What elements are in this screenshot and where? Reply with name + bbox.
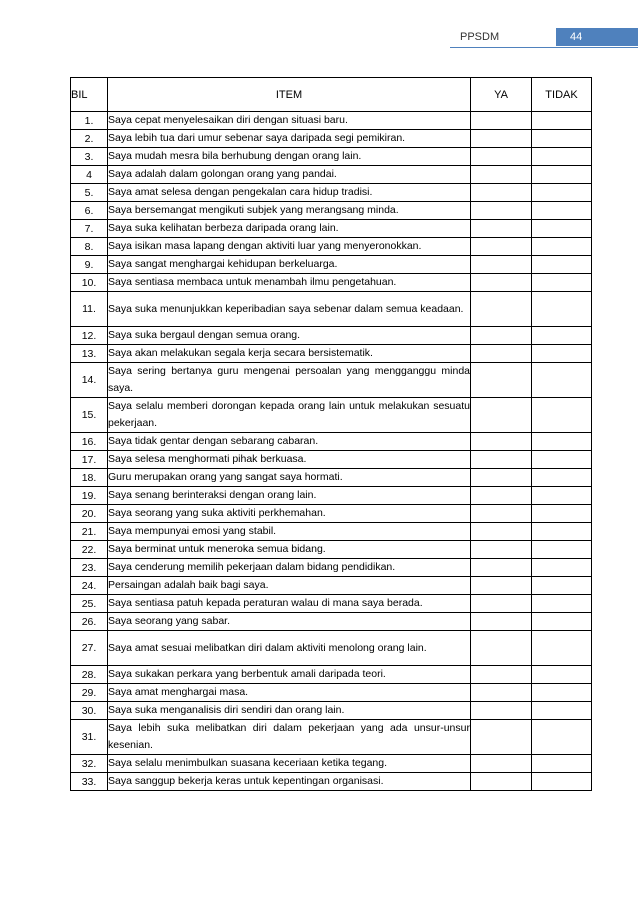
tidak-answer-cell[interactable] <box>532 613 592 631</box>
ya-answer-cell[interactable] <box>471 451 532 469</box>
tidak-answer-cell[interactable] <box>532 398 592 433</box>
ya-answer-cell[interactable] <box>471 184 532 202</box>
tidak-answer-cell[interactable] <box>532 220 592 238</box>
ya-answer-cell[interactable] <box>471 559 532 577</box>
row-number: 15. <box>71 398 108 433</box>
tidak-answer-cell[interactable] <box>532 274 592 292</box>
ya-answer-cell[interactable] <box>471 202 532 220</box>
ya-answer-cell[interactable] <box>471 487 532 505</box>
table-row <box>71 755 592 773</box>
row-item-text: Saya mempunyai emosi yang stabil. <box>108 523 471 541</box>
tidak-answer-cell[interactable] <box>532 577 592 595</box>
table-row <box>71 613 592 631</box>
ya-answer-cell[interactable] <box>471 327 532 345</box>
ya-answer-cell[interactable] <box>471 130 532 148</box>
tidak-answer-cell[interactable] <box>532 184 592 202</box>
row-item-text: Saya selalu memberi dorongan kepada orang lain untuk melakukan sesuatu pekerjaan. <box>108 398 471 433</box>
row-item-text: Saya adalah dalam golongan orang yang pandai. <box>108 166 471 184</box>
table-row <box>71 577 592 595</box>
tidak-answer-cell[interactable] <box>532 755 592 773</box>
table-row <box>71 451 592 469</box>
table-row <box>71 220 592 238</box>
tidak-answer-cell[interactable] <box>532 684 592 702</box>
row-item-text: Saya amat sesuai melibatkan diri dalam aktiviti menolong orang lain. <box>108 631 471 666</box>
row-number: 18. <box>71 469 108 487</box>
row-number: 22. <box>71 541 108 559</box>
row-number: 11. <box>71 292 108 327</box>
tidak-answer-cell[interactable] <box>532 292 592 327</box>
row-number: 17. <box>71 451 108 469</box>
row-number: 28. <box>71 666 108 684</box>
ya-answer-cell[interactable] <box>471 773 532 791</box>
tidak-answer-cell[interactable] <box>532 166 592 184</box>
table-row <box>71 523 592 541</box>
ya-answer-cell[interactable] <box>471 505 532 523</box>
row-number: 33. <box>71 773 108 791</box>
page-header <box>0 28 638 48</box>
tidak-answer-cell[interactable] <box>532 130 592 148</box>
tidak-answer-cell[interactable] <box>532 469 592 487</box>
header-title: PPSDM <box>460 31 500 43</box>
table-row <box>71 684 592 702</box>
table-row <box>71 274 592 292</box>
tidak-answer-cell[interactable] <box>532 256 592 274</box>
ya-answer-cell[interactable] <box>471 595 532 613</box>
ya-answer-cell[interactable] <box>471 702 532 720</box>
table-row <box>71 595 592 613</box>
row-item-text: Saya mudah mesra bila berhubung dengan orang lain. <box>108 148 471 166</box>
row-number: 5. <box>71 184 108 202</box>
ya-answer-cell[interactable] <box>471 755 532 773</box>
row-item-text: Saya sanggup bekerja keras untuk kepentingan organisasi. <box>108 773 471 791</box>
row-number: 24. <box>71 577 108 595</box>
tidak-answer-cell[interactable] <box>532 505 592 523</box>
questionnaire-table <box>70 77 592 791</box>
table-row <box>71 541 592 559</box>
row-item-text: Saya sukakan perkara yang berbentuk amali daripada teori. <box>108 666 471 684</box>
table-row <box>71 202 592 220</box>
tidak-answer-cell[interactable] <box>532 487 592 505</box>
ya-answer-cell[interactable] <box>471 112 532 130</box>
table-row <box>71 487 592 505</box>
row-item-text: Saya sentiasa membaca untuk menambah ilmu pengetahuan. <box>108 274 471 292</box>
row-item-text: Guru merupakan orang yang sangat saya hormati. <box>108 469 471 487</box>
ya-answer-cell[interactable] <box>471 398 532 433</box>
ya-answer-cell[interactable] <box>471 256 532 274</box>
tidak-answer-cell[interactable] <box>532 595 592 613</box>
row-item-text: Saya tidak gentar dengan sebarang cabaran. <box>108 433 471 451</box>
row-item-text: Saya amat menghargai masa. <box>108 684 471 702</box>
ya-answer-cell[interactable] <box>471 577 532 595</box>
table-row <box>71 327 592 345</box>
row-number: 25. <box>71 595 108 613</box>
row-item-text: Saya cepat menyelesaikan diri dengan situasi baru. <box>108 112 471 130</box>
row-item-text: Saya seorang yang suka aktiviti perkhemahan. <box>108 505 471 523</box>
table-row <box>71 398 592 433</box>
table-header-row <box>71 78 592 112</box>
table-row <box>71 166 592 184</box>
tidak-answer-cell[interactable] <box>532 523 592 541</box>
column-header-ya: YA <box>471 78 532 112</box>
table-body <box>71 112 592 791</box>
ya-answer-cell[interactable] <box>471 684 532 702</box>
tidak-answer-cell[interactable] <box>532 773 592 791</box>
ya-answer-cell[interactable] <box>471 523 532 541</box>
table-row <box>71 112 592 130</box>
ya-answer-cell[interactable] <box>471 148 532 166</box>
tidak-answer-cell[interactable] <box>532 451 592 469</box>
column-header-item: ITEM <box>108 78 471 112</box>
row-number: 2. <box>71 130 108 148</box>
tidak-answer-cell[interactable] <box>532 541 592 559</box>
row-number: 31. <box>71 720 108 755</box>
row-item-text: Saya lebih tua dari umur sebenar saya daripada segi pemikiran. <box>108 130 471 148</box>
ya-answer-cell[interactable] <box>471 433 532 451</box>
tidak-answer-cell[interactable] <box>532 559 592 577</box>
table-row <box>71 130 592 148</box>
table-row <box>71 666 592 684</box>
row-item-text: Saya suka menunjukkan keperibadian saya sebenar dalam semua keadaan. <box>108 292 471 327</box>
table-row <box>71 702 592 720</box>
table-row <box>71 363 592 398</box>
row-number: 7. <box>71 220 108 238</box>
row-item-text: Saya selalu menimbulkan suasana keceriaan ketika tegang. <box>108 755 471 773</box>
table-row <box>71 238 592 256</box>
row-number: 12. <box>71 327 108 345</box>
table-row <box>71 720 592 755</box>
ya-answer-cell[interactable] <box>471 363 532 398</box>
tidak-answer-cell[interactable] <box>532 148 592 166</box>
row-item-text: Saya sering bertanya guru mengenai persoalan yang mengganggu minda saya. <box>108 363 471 398</box>
row-item-text: Persaingan adalah baik bagi saya. <box>108 577 471 595</box>
tidak-answer-cell[interactable] <box>532 202 592 220</box>
tidak-answer-cell[interactable] <box>532 433 592 451</box>
ya-answer-cell[interactable] <box>471 613 532 631</box>
row-item-text: Saya akan melakukan segala kerja secara bersistematik. <box>108 345 471 363</box>
row-item-text: Saya amat selesa dengan pengekalan cara hidup tradisi. <box>108 184 471 202</box>
row-number: 23. <box>71 559 108 577</box>
header-divider <box>450 47 638 48</box>
tidak-answer-cell[interactable] <box>532 631 592 666</box>
tidak-answer-cell[interactable] <box>532 112 592 130</box>
row-number: 3. <box>71 148 108 166</box>
ya-answer-cell[interactable] <box>471 541 532 559</box>
table-row <box>71 505 592 523</box>
ya-answer-cell[interactable] <box>471 274 532 292</box>
row-number: 27. <box>71 631 108 666</box>
table-row <box>71 256 592 274</box>
row-number: 20. <box>71 505 108 523</box>
tidak-answer-cell[interactable] <box>532 363 592 398</box>
row-number: 30. <box>71 702 108 720</box>
row-number: 1. <box>71 112 108 130</box>
row-item-text: Saya senang berinteraksi dengan orang lain. <box>108 487 471 505</box>
table-row <box>71 433 592 451</box>
tidak-answer-cell[interactable] <box>532 345 592 363</box>
row-item-text: Saya bersemangat mengikuti subjek yang merangsang minda. <box>108 202 471 220</box>
row-item-text: Saya selesa menghormati pihak berkuasa. <box>108 451 471 469</box>
ya-answer-cell[interactable] <box>471 631 532 666</box>
row-item-text: Saya berminat untuk meneroka semua bidang. <box>108 541 471 559</box>
ya-answer-cell[interactable] <box>471 292 532 327</box>
ya-answer-cell[interactable] <box>471 720 532 755</box>
row-item-text: Saya seorang yang sabar. <box>108 613 471 631</box>
row-number: 26. <box>71 613 108 631</box>
row-number: 13. <box>71 345 108 363</box>
row-number: 32. <box>71 755 108 773</box>
tidak-answer-cell[interactable] <box>532 238 592 256</box>
table-row <box>71 559 592 577</box>
table-row <box>71 148 592 166</box>
column-header-bil: BIL <box>71 78 108 112</box>
row-number: 29. <box>71 684 108 702</box>
table-row <box>71 469 592 487</box>
tidak-answer-cell[interactable] <box>532 720 592 755</box>
table-row <box>71 345 592 363</box>
row-number: 8. <box>71 238 108 256</box>
tidak-answer-cell[interactable] <box>532 702 592 720</box>
row-item-text: Saya isikan masa lapang dengan aktiviti luar yang menyeronokkan. <box>108 238 471 256</box>
table-row <box>71 184 592 202</box>
row-number: 19. <box>71 487 108 505</box>
row-number: 16. <box>71 433 108 451</box>
column-header-tidak: TIDAK <box>532 78 592 112</box>
table-row <box>71 773 592 791</box>
ya-answer-cell[interactable] <box>471 238 532 256</box>
ya-answer-cell[interactable] <box>471 166 532 184</box>
tidak-answer-cell[interactable] <box>532 666 592 684</box>
row-number: 14. <box>71 363 108 398</box>
row-item-text: Saya cenderung memilih pekerjaan dalam bidang pendidikan. <box>108 559 471 577</box>
row-item-text: Saya suka bergaul dengan semua orang. <box>108 327 471 345</box>
row-item-text: Saya suka menganalisis diri sendiri dan orang lain. <box>108 702 471 720</box>
ya-answer-cell[interactable] <box>471 469 532 487</box>
row-number: 4 <box>71 166 108 184</box>
ya-answer-cell[interactable] <box>471 345 532 363</box>
tidak-answer-cell[interactable] <box>532 327 592 345</box>
table-row <box>71 631 592 666</box>
table-row <box>71 292 592 327</box>
row-item-text: Saya sangat menghargai kehidupan berkeluarga. <box>108 256 471 274</box>
ya-answer-cell[interactable] <box>471 220 532 238</box>
ya-answer-cell[interactable] <box>471 666 532 684</box>
row-number: 9. <box>71 256 108 274</box>
row-item-text: Saya sentiasa patuh kepada peraturan walau di mana saya berada. <box>108 595 471 613</box>
page-number-badge: 44 <box>556 28 638 46</box>
row-number: 6. <box>71 202 108 220</box>
row-number: 21. <box>71 523 108 541</box>
row-item-text: Saya suka kelihatan berbeza daripada orang lain. <box>108 220 471 238</box>
row-number: 10. <box>71 274 108 292</box>
row-item-text: Saya lebih suka melibatkan diri dalam pekerjaan yang ada unsur-unsur kesenian. <box>108 720 471 755</box>
